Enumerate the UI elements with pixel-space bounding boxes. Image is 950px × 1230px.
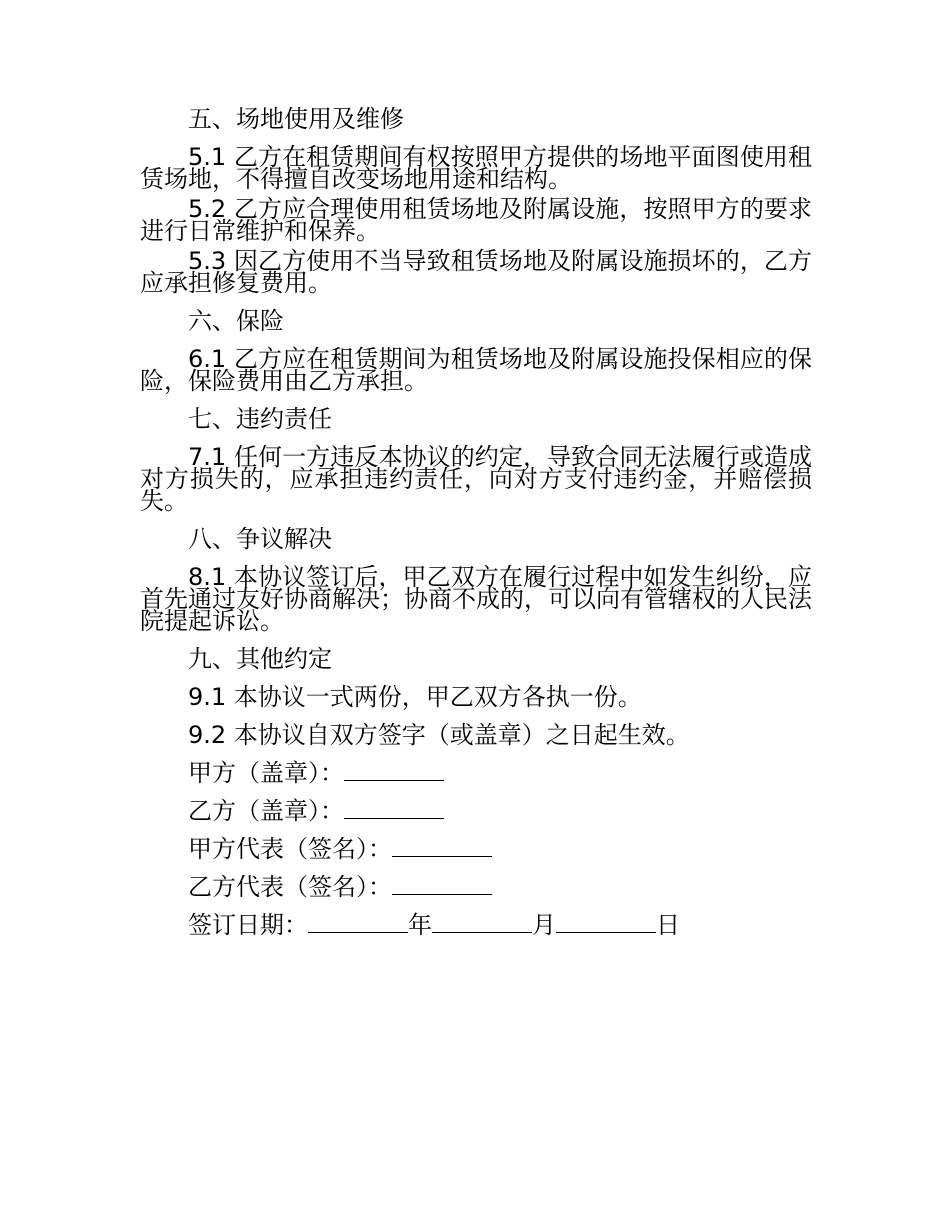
clause-9-2: 9.2 本协议自双方签字（或盖章）之日起生效。 <box>188 721 690 749</box>
signature-rep-a-label: 甲方代表（签名）： <box>188 835 392 863</box>
signature-party-b <box>140 792 812 830</box>
signing-date-year-blank[interactable] <box>308 910 408 933</box>
clause-7-1: 7.1 任何一方违反本协议的约定，导致合同无法履行或造成对方损失的，应承担违约责任，向对方支付违约金，并赔偿损失。 <box>140 443 812 515</box>
clause-5-3: 5.3 因乙方使用不当导致租赁场地及附属设施损坏的，乙方应承担修复费用。 <box>140 247 812 297</box>
signing-date-year-label: 年 <box>408 911 432 939</box>
section-heading-7: 七、违约责任 <box>188 405 332 433</box>
signature-rep-b-blank[interactable] <box>392 872 492 895</box>
signing-date-label: 签订日期： <box>188 911 308 939</box>
clause-5-1: 5.1 乙方在租赁期间有权按照甲方提供的场地平面图使用租赁场地，不得擅自改变场地用途和结构。 <box>140 143 812 193</box>
section-heading-8: 八、争议解决 <box>188 525 332 553</box>
signature-rep-a-blank[interactable] <box>392 834 492 857</box>
section-heading-5: 五、场地使用及维修 <box>188 105 404 133</box>
signature-rep-a <box>140 830 812 868</box>
signature-rep-b <box>140 868 812 906</box>
signing-date-month-label: 月 <box>532 911 556 939</box>
signing-date <box>140 906 812 944</box>
section-heading-6: 六、保险 <box>188 307 284 335</box>
signature-party-b-label: 乙方（盖章）： <box>188 797 344 825</box>
document-page <box>140 100 812 944</box>
clause-6-1: 6.1 乙方应在租赁期间为租赁场地及附属设施投保相应的保险，保险费用由乙方承担。 <box>140 345 812 395</box>
signing-date-day-blank[interactable] <box>556 910 656 933</box>
signature-rep-b-label: 乙方代表（签名）： <box>188 873 392 901</box>
signing-date-day-label: 日 <box>656 911 680 939</box>
signature-party-a <box>140 754 812 792</box>
signature-party-b-blank[interactable] <box>344 796 444 819</box>
signing-date-month-blank[interactable] <box>432 910 532 933</box>
signature-party-a-blank[interactable] <box>344 758 444 781</box>
clause-8-1: 8.1 本协议签订后，甲乙双方在履行过程中如发生纠纷，应首先通过友好协商解决；协商不成的，可以向有管辖权的人民法院提起诉讼。 <box>140 563 812 635</box>
section-heading-9: 九、其他约定 <box>188 645 332 673</box>
clause-5-2: 5.2 乙方应合理使用租赁场地及附属设施，按照甲方的要求进行日常维护和保养。 <box>140 195 812 245</box>
signature-party-a-label: 甲方（盖章）： <box>188 759 344 787</box>
clause-9-1: 9.1 本协议一式两份，甲乙双方各执一份。 <box>188 683 642 711</box>
